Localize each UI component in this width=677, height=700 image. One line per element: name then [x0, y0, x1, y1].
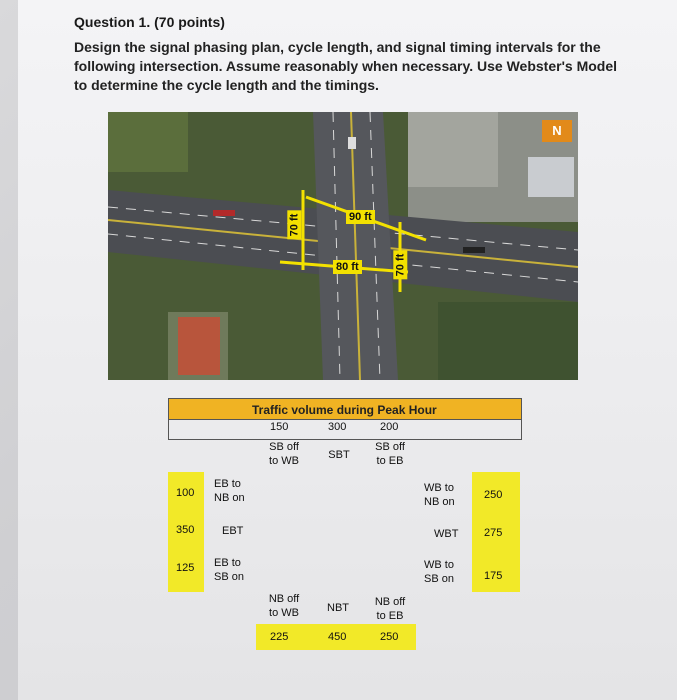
wb-right-volume: 175: [484, 570, 503, 582]
dim-bottom-label: 80 ft: [333, 260, 362, 274]
eb-left-volume: 100: [176, 487, 195, 499]
aerial-drawing: [108, 112, 578, 380]
sb-thru-volume: 300: [328, 421, 347, 433]
sb-right-label: SB off to EB: [375, 441, 405, 467]
eb-thru-label: EBT: [222, 525, 244, 537]
eb-right-label: EB to SB on: [214, 557, 244, 583]
nb-right-label: NB off to EB: [374, 596, 406, 622]
dim-top-label: 90 ft: [346, 210, 375, 224]
nb-right-volume: 250: [380, 631, 399, 643]
aerial-photo: [108, 112, 578, 380]
north-arrow-icon: N: [542, 120, 572, 142]
dim-right-label: 70 ft: [393, 251, 407, 280]
eb-thru-volume: 350: [176, 524, 195, 536]
nb-thru-volume: 450: [328, 631, 347, 643]
sb-right-volume: 200: [380, 421, 399, 433]
wb-right-label: WB to SB on: [424, 559, 454, 585]
volume-title: Traffic volume during Peak Hour: [252, 403, 437, 417]
question-title: Question 1. (70 points): [74, 14, 225, 30]
wb-left-label: WB to NB on: [424, 482, 455, 508]
wb-thru-label: WBT: [434, 528, 459, 540]
dim-left-label: 70 ft: [287, 211, 301, 240]
sb-left-label: SB off to WB: [269, 441, 299, 467]
nb-thru-label: NBT: [327, 602, 349, 614]
wb-thru-volume: 275: [484, 527, 503, 539]
sb-thru-label: SBT: [328, 449, 350, 461]
question-body: Design the signal phasing plan, cycle length, and signal timing intervals for the following intersection. Assume reasonably when necessary. Use Webster's Model to determine the cycle length and the timings.: [74, 39, 618, 93]
nb-left-label: NB off to WB: [268, 593, 300, 619]
sb-left-volume: 150: [270, 421, 289, 433]
eb-left-label: EB to NB on: [214, 478, 245, 504]
nb-left-volume: 225: [270, 631, 289, 643]
wb-left-volume: 250: [484, 489, 503, 501]
eb-right-volume: 125: [176, 562, 195, 574]
